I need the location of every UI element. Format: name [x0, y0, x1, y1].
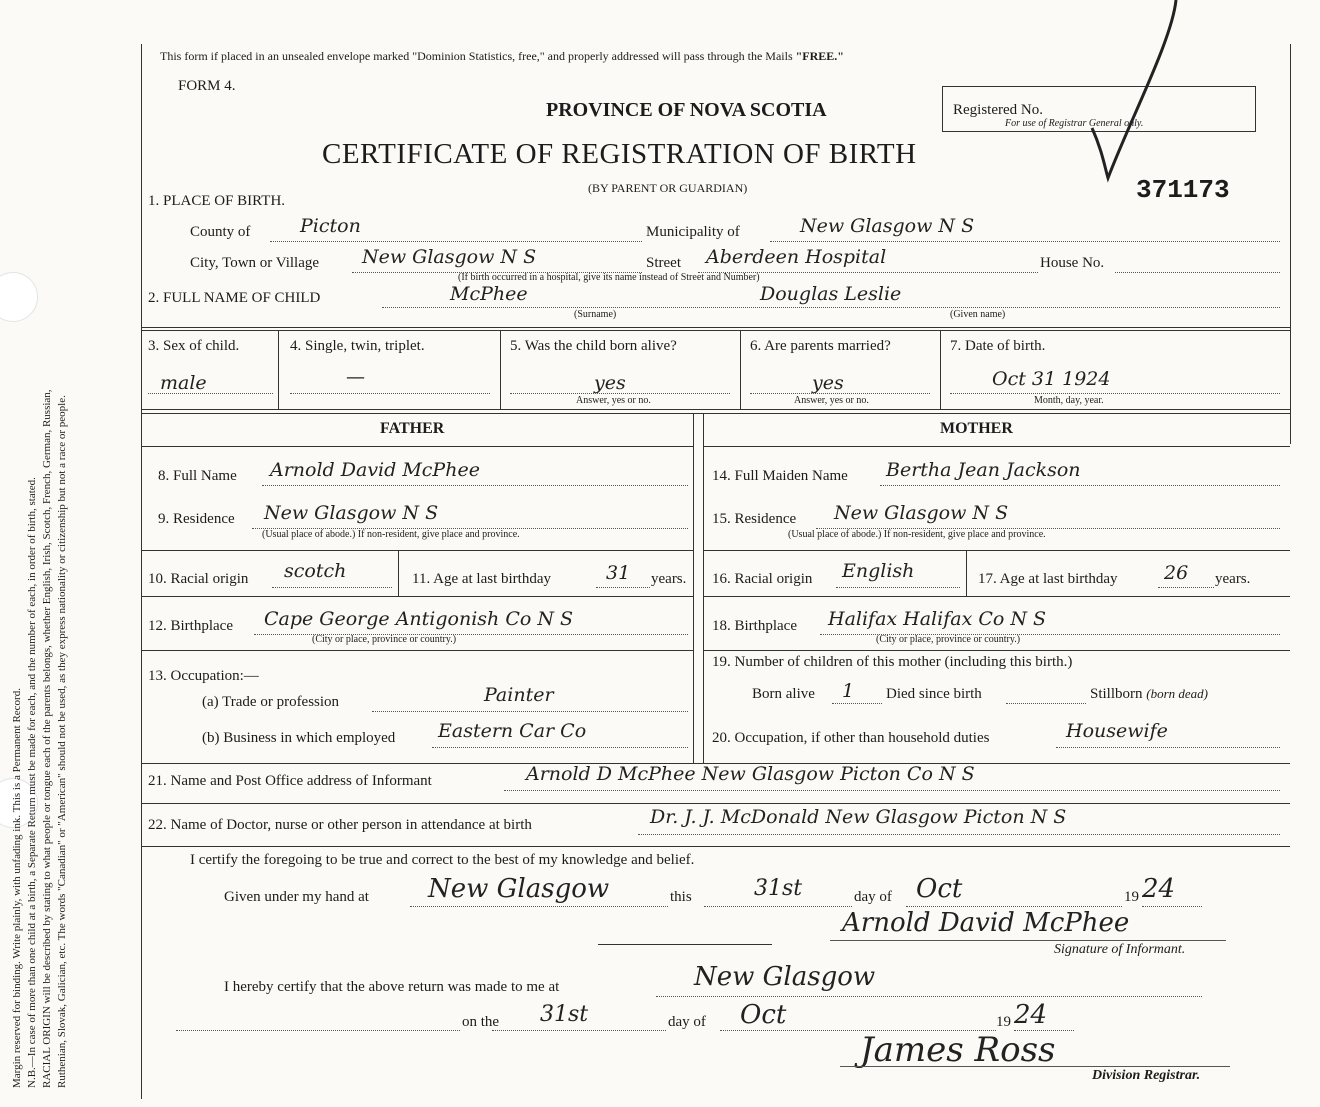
sex-label: 3. Sex of child.: [148, 338, 240, 354]
father-birthplace-note: (City or place, province or country.): [312, 634, 457, 645]
doctor-label: 22. Name of Doctor, nurse or other person in attendance at birth: [148, 817, 532, 833]
born-alive-label: 5. Was the child born alive?: [510, 338, 677, 354]
city-value: New Glasgow N S: [362, 246, 537, 268]
business-label: (b) Business in which employed: [202, 730, 396, 746]
hospital-note: (If birth occurred in a hospital, give its name instead of Street and Number): [458, 272, 760, 283]
street-value: Aberdeen Hospital: [706, 246, 887, 268]
date-of-birth-note: Month, day, year.: [1034, 395, 1104, 406]
this-label: this: [670, 889, 692, 905]
return-day-of-label: day of: [668, 1014, 706, 1030]
mother-racial-label: 16. Racial origin: [712, 571, 813, 587]
single-twin-label: 4. Single, twin, triplet.: [290, 338, 425, 354]
mother-name-value: Bertha Jean Jackson: [886, 459, 1081, 481]
form-border-left: [141, 44, 142, 1099]
place-of-birth-heading: 1. PLACE OF BIRTH.: [148, 193, 286, 209]
father-age-label: 11. Age at last birthday: [412, 571, 551, 587]
father-residence-value: New Glasgow N S: [264, 502, 439, 524]
mother-residence-label: 15. Residence: [712, 511, 797, 527]
given-month-value: Oct: [916, 874, 963, 904]
mother-birthplace-label: 18. Birthplace: [712, 618, 797, 634]
mother-racial-value: English: [842, 560, 915, 582]
informant-signature: Arnold David McPhee: [842, 908, 1130, 938]
mother-occupation-value: Housewife: [1066, 720, 1168, 742]
stillborn-label: Stillborn (born dead): [1090, 686, 1209, 702]
parents-married-value: yes: [812, 372, 844, 394]
on-the-label: on the: [462, 1014, 500, 1030]
father-residence-label: 9. Residence: [158, 511, 235, 527]
single-twin-value: —: [346, 366, 365, 388]
given-day-value: 31st: [754, 876, 803, 901]
mother-age-label: 17. Age at last birthday: [978, 571, 1118, 587]
given-day-of-label: day of: [854, 889, 892, 905]
city-label: City, Town or Village: [190, 255, 320, 271]
mother-birthplace-note: (City or place, province or country.): [876, 634, 1021, 645]
mother-years: years.: [1215, 571, 1251, 587]
trade-label: (a) Trade or profession: [202, 694, 340, 710]
form-border-right: [1290, 44, 1291, 444]
division-registrar-label: Division Registrar.: [1092, 1068, 1201, 1083]
father-racial-value: scotch: [284, 560, 347, 582]
father-name-value: Arnold David McPhee: [270, 459, 480, 481]
sex-value: male: [160, 372, 207, 394]
father-heading: FATHER: [380, 420, 445, 437]
informant-value: Arnold D McPhee New Glasgow Picton Co N S: [526, 763, 975, 785]
margin-instructions: [10, 28, 130, 1088]
margin-line-1: Margin reserved for binding. Write plainly, with unfading ink. This is a Permanent Record.: [11, 688, 23, 1088]
certify-statement: I certify the foregoing to be true and correct to the best of my knowledge and belief.: [190, 852, 695, 868]
date-of-birth-value: Oct 31 1924: [992, 368, 1111, 390]
municipality-value: New Glasgow N S: [800, 215, 975, 237]
given-place-value: New Glasgow: [428, 874, 610, 904]
father-occupation-label: 13. Occupation:—: [148, 668, 259, 684]
given-under-hand-label: Given under my hand at: [224, 889, 369, 905]
informant-signature-label: Signature of Informant.: [1054, 942, 1186, 957]
informant-label: 21. Name and Post Office address of Informant: [148, 773, 432, 789]
born-alive-note: Answer, yes or no.: [576, 395, 651, 406]
certificate-title: CERTIFICATE OF REGISTRATION OF BIRTH: [322, 138, 917, 170]
father-years: years.: [651, 571, 687, 587]
date-of-birth-label: 7. Date of birth.: [950, 338, 1046, 354]
child-surname: McPhee: [450, 283, 528, 305]
margin-line-4: Ruthenian, Slovak, Galician, etc. The words "Canadian" or "American" should not be used, as they express nationality or citizenship but not a race or people.: [56, 395, 68, 1088]
margin-line-3: RACIAL ORIGIN will be described by stating to what people or tongue each of the parents belongs, whether English, Irish, Scotch, French, German, Russian,: [41, 389, 53, 1088]
mother-residence-value: New Glasgow N S: [834, 502, 1009, 524]
street-label: Street: [646, 255, 681, 271]
mother-heading: MOTHER: [940, 420, 1013, 437]
mother-name-label: 14. Full Maiden Name: [712, 468, 848, 484]
registered-label: Registered No.: [953, 102, 1043, 118]
form-number: FORM 4.: [178, 78, 236, 94]
died-since-birth-label: Died since birth: [886, 686, 982, 702]
given-year-value: 24: [1142, 874, 1176, 904]
return-year-value: 24: [1014, 1000, 1048, 1030]
mother-age-value: 26: [1164, 562, 1189, 584]
born-alive-value: yes: [594, 372, 626, 394]
parents-married-label: 6. Are parents married?: [750, 338, 891, 354]
hereby-certify-label: I hereby certify that the above return was made to me at: [224, 979, 560, 995]
father-age-value: 31: [606, 562, 631, 584]
mother-occupation-label: 20. Occupation, if other than household duties: [712, 730, 990, 746]
return-place-value: New Glasgow: [694, 962, 876, 992]
father-name-label: 8. Full Name: [158, 468, 237, 484]
return-day-value: 31st: [540, 1002, 589, 1027]
children-count-label: 19. Number of children of this mother (including this birth.): [712, 654, 1073, 670]
trade-value: Painter: [484, 684, 554, 706]
municipality-label: Municipality of: [646, 224, 740, 240]
mother-residence-note: (Usual place of abode.) If non-resident, give place and province.: [788, 529, 1046, 540]
mail-notice: This form if placed in an unsealed envelope marked "Dominion Statistics, free," and properly addressed will pass through the Mails "FREE.": [160, 49, 844, 63]
father-racial-label: 10. Racial origin: [148, 571, 249, 587]
born-alive-count-label: Born alive: [752, 686, 815, 702]
margin-line-2: N.B.—In case of more than one child at a birth, a Separate Return must be made for each, and the number of each, in order of birth, stated.: [26, 477, 38, 1088]
return-month-value: Oct: [740, 1000, 787, 1030]
mother-birthplace-value: Halifax Halifax Co N S: [828, 608, 1047, 630]
given-name-note: (Given name): [950, 309, 1006, 320]
father-birthplace-value: Cape George Antigonish Co N S: [264, 608, 574, 630]
given-year-prefix: 19: [1124, 889, 1139, 905]
child-given-name: Douglas Leslie: [760, 283, 902, 305]
registrar-signature: James Ross: [860, 1030, 1056, 1070]
business-value: Eastern Car Co: [438, 720, 587, 742]
child-name-label: 2. FULL NAME OF CHILD: [148, 290, 321, 306]
county-label: County of: [190, 224, 251, 240]
doctor-value: Dr. J. J. McDonald New Glasgow Picton N S: [650, 806, 1067, 828]
parents-married-note: Answer, yes or no.: [794, 395, 869, 406]
born-alive-count-value: 1: [842, 680, 855, 702]
province-heading: PROVINCE OF NOVA SCOTIA: [546, 99, 827, 121]
registered-number: 371173: [1136, 175, 1230, 205]
house-number-label: House No.: [1040, 255, 1105, 271]
certificate-subtitle: (BY PARENT OR GUARDIAN): [588, 181, 748, 195]
separator-rule: [598, 944, 772, 945]
return-year-prefix: 19: [996, 1014, 1011, 1030]
registrar-note: For use of Registrar General only.: [1005, 118, 1144, 129]
father-birthplace-label: 12. Birthplace: [148, 618, 233, 634]
registrar-check-mark: [1080, 0, 1190, 190]
county-value: Picton: [300, 215, 361, 237]
surname-note: (Surname): [574, 309, 617, 320]
father-residence-note: (Usual place of abode.) If non-resident, give place and province.: [262, 529, 520, 540]
